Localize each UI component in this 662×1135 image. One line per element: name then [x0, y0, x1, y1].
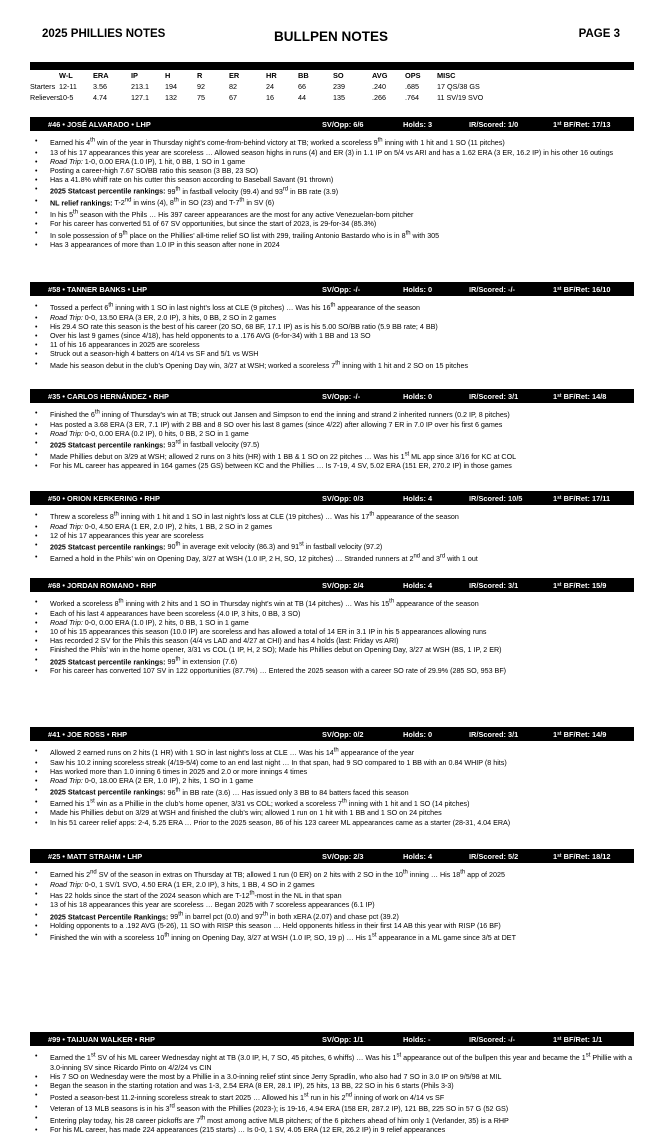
note-item — [30, 209, 634, 221]
note-lead: 2025 Statcast percentile rankings: — [50, 187, 166, 196]
note-item — [30, 532, 634, 541]
note-text: Earned his 4th win of the year in Thursday night’s come-from-behind victory at TB; worked a scoreless 9th inning with 1 hit and 1 SO (11 pitches) — [50, 138, 505, 148]
note-item — [30, 922, 634, 931]
pitcher-name: #50 • ORION KERKERING • RHP — [48, 494, 160, 503]
note-lead: NL relief rankings: — [50, 199, 113, 208]
note-text: 90th in average exit velocity (86.3) and 91st in fastball velocity (97.2) — [167, 541, 383, 552]
note-item — [30, 185, 634, 197]
note-item — [30, 610, 634, 619]
stats-row-cell: Relievers — [30, 93, 60, 102]
note-item — [30, 451, 634, 463]
note-text: In his 51 career relief apps: 2-4, 5.25 ERA … Prior to the 2025 season, 86 of his 123 career ML appearances came as a starter (28-31, 4.04 ERA) — [50, 818, 511, 827]
note-item — [30, 523, 634, 532]
note-item — [30, 1073, 634, 1082]
note-text: Tossed a perfect 6th inning with 1 SO in last night’s loss at CLE (9 pitches) … Was his 16th appearance of the season — [50, 303, 420, 313]
pitcher-header-bar — [30, 849, 634, 863]
stats-row-cell: 12-11 — [59, 82, 77, 91]
pitcher-name: #58 • TANNER BANKS • LHP — [48, 285, 148, 294]
inherited-runners-scored: IR/Scored: 3/1 — [469, 730, 519, 739]
holds: Holds: 0 — [403, 392, 433, 401]
staff-stats-table — [30, 70, 634, 103]
note-text: Made his season debut in the club’s Opening Day win, 3/27 at WSH; worked a scoreless 7th inning with 1 hit and 2 SO on 15 pitches — [50, 360, 469, 370]
stats-header-row-cell: HR — [266, 71, 277, 80]
note-text: His 7 SO on Wednesday were the most by a Phillie in a 3.0-inning relief stint since Jerry Spradlin, who also had 7 SO in 3.0 IP on 9/5/98 at MIL — [50, 1072, 502, 1081]
note-item — [30, 197, 634, 209]
note-lead: 2025 Statcast percentile rankings: — [50, 788, 166, 797]
inherited-runners-scored: IR/Scored: -/- — [469, 285, 515, 294]
note-item — [30, 786, 634, 798]
note-text: Veteran of 13 MLB seasons is in his 3rd season with the Phillies (2023-); is 19-16, 4.94 ERA (158 ER, 287.2 IP), 121 BB, 225 SO in 57 G (52 GS) — [50, 1103, 509, 1114]
note-text: Holding opponents to a .192 AVG (5-26), 11 SO with RISP this season … Held opponents hitless in their first 14 AB this year with RISP (16 BF) — [50, 922, 501, 931]
note-text: Earned his 2nd SV of the season in extras on Thursday at TB; allowed 1 run (0 ER) on 2 hits with 2 SO in the 10th inning … His 18th app of 2025 — [50, 870, 505, 880]
inherited-runners-scored: IR/Scored: 1/0 — [469, 120, 519, 129]
first-batter-retired-value: BF/Ret: 16/10 — [563, 285, 611, 294]
note-text: Has 3 appearances of more than 1.0 IP in this season after none in 2024 — [50, 240, 280, 249]
stats-row-cell: 44 — [298, 93, 306, 102]
stats-row-cell: .685 — [405, 82, 419, 91]
note-text: Each of his last 4 appearances have been scoreless (4.0 IP, 3 hits, 0 BB, 3 SO) — [50, 609, 301, 618]
note-item — [30, 598, 634, 610]
pitcher-section — [30, 491, 634, 564]
stats-header-row-cell: H — [165, 71, 171, 80]
first-label: 1st — [553, 494, 562, 503]
pitcher-name: #41 • JOE ROSS • RHP — [48, 730, 128, 739]
pitcher-name: #35 • CARLOS HERNÁNDEZ • RHP — [48, 392, 169, 401]
note-item — [30, 1126, 634, 1135]
note-text: T-2nd in wins (4), 8th in SO (23) and T-7th in SV (6) — [112, 197, 275, 208]
inherited-runners-scored: IR/Scored: 5/2 — [469, 852, 519, 861]
first-batter-retired — [553, 392, 606, 401]
note-text: Began the season in the starting rotation and was 1-3, 2.54 ERA (8 ER, 28.1 IP), 25 hits, 13 BB, 22 SO in his 6 starts (Phils 3-3) — [50, 1081, 454, 1090]
stats-row — [30, 92, 634, 103]
stats-row-cell: 75 — [197, 93, 205, 102]
pitcher-header-bar — [30, 389, 634, 403]
note-item — [30, 241, 634, 250]
stats-row-cell: 213.1 — [131, 82, 149, 91]
note-item — [30, 137, 634, 149]
stats-row-cell: 16 — [266, 93, 274, 102]
note-item — [30, 176, 634, 185]
note-item — [30, 167, 634, 176]
first-batter-retired-value: BF/Ret: 14/8 — [563, 392, 607, 401]
note-road-trip-label: Road Trip: — [50, 776, 83, 785]
first-batter-retired-value: BF/Ret: 17/13 — [563, 120, 611, 129]
pitcher-header-bar — [30, 578, 634, 592]
note-text: Finished the Phils’ win in the home opener, 3/31 vs COL (1 IP, H, 2 SO); Made his Phillies debut on Opening Day, 3/27 at WSH (BS, 1 IP, 2 ER) — [50, 646, 502, 655]
stats-row-cell: 194 — [165, 82, 177, 91]
note-item — [30, 869, 634, 881]
inherited-runners-scored: IR/Scored: 10/5 — [469, 494, 523, 503]
note-road-trip-label: Road Trip: — [50, 618, 83, 627]
note-text: 99th in fastball velocity (99.4) and 93rd in BB rate (3.9) — [167, 186, 339, 196]
note-road-trip-label: Road Trip: — [50, 880, 83, 889]
saves-opportunities: SV/Opp: 0/2 — [322, 730, 364, 739]
page-header — [42, 28, 620, 48]
stats-row-cell: .266 — [372, 93, 386, 102]
first-label: 1st — [553, 120, 562, 129]
pitcher-header-bar — [30, 117, 634, 131]
pitcher-header-bar — [30, 727, 634, 741]
saves-opportunities: SV/Opp: 6/6 — [322, 120, 364, 129]
pitcher-notes-list — [30, 409, 634, 471]
saves-opportunities: SV/Opp: 0/3 — [322, 494, 364, 503]
stats-row-cell: Starters — [30, 82, 56, 91]
pitcher-notes-list — [30, 598, 634, 676]
note-text: Has recorded 2 SV for the Phils this season (4/4 vs LAD and 4/27 at CHI) and has 4 holds (last: Friday vs ARI) — [50, 637, 399, 646]
holds: Holds: - — [403, 1035, 431, 1044]
note-text: 10 of his 15 appearances this season (10.0 IP) are scoreless and has allowed a total of 14 ER in 3.1 IP in his 5 appearances allowing runs — [50, 627, 487, 636]
saves-opportunities: SV/Opp: 1/1 — [322, 1035, 364, 1044]
pitcher-header-bar — [30, 1032, 634, 1046]
pitcher-notes-list — [30, 302, 634, 371]
pitcher-name: #99 • TAIJUAN WALKER • RHP — [48, 1035, 155, 1044]
pitcher-header-bar — [30, 282, 634, 296]
stats-row-cell: .764 — [405, 93, 419, 102]
stats-row-cell: 11 SV/19 SVO — [437, 93, 484, 102]
note-text: 13 of his 17 appearances this year are scoreless … Allowed season highs in runs (4) and ER (3) in 1.1 IP on 5/4 vs ARI and has a 1.62 ERA (3 ER, 16.2 IP) in his other 16 outings — [50, 148, 614, 157]
note-text: Over his last 9 games (since 4/18), has held opponents to a .176 AVG (6-for-34) with 1 BB and 13 SO — [50, 331, 371, 340]
note-item — [30, 798, 634, 810]
pitcher-notes-list — [30, 137, 634, 250]
holds: Holds: 4 — [403, 852, 433, 861]
note-item — [30, 646, 634, 655]
note-item — [30, 747, 634, 759]
note-text: Has a 41.8% whiff rate on his cutter this season according to Baseball Savant (91 thrown) — [50, 176, 334, 185]
note-item — [30, 777, 634, 786]
stats-header-row-cell: ERA — [93, 71, 109, 80]
first-label: 1st — [553, 730, 562, 739]
stats-header-row-cell: W-L — [59, 71, 73, 80]
note-text: 93rd in fastball velocity (97.5) — [167, 439, 260, 450]
first-label: 1st — [553, 852, 562, 861]
first-batter-retired-value: BF/Ret: 1/1 — [563, 1035, 603, 1044]
first-batter-retired — [553, 120, 610, 129]
note-text: For his career has converted 51 of 67 SV opportunities, but since the start of 2023, is 29-for-34 (85.3%) — [50, 220, 377, 229]
stats-row-cell: 127.1 — [131, 93, 149, 102]
stats-row-cell: 10-5 — [59, 93, 74, 102]
note-text: 0-0, 4.50 ERA (1 ER, 2.0 IP), 2 hits, 1 BB, 2 SO in 2 games — [82, 522, 273, 531]
note-item — [30, 768, 634, 777]
pitcher-name: #46 • JOSÉ ALVARADO • LHP — [48, 120, 151, 129]
saves-opportunities: SV/Opp: 2/3 — [322, 852, 364, 861]
inherited-runners-scored: IR/Scored: 3/1 — [469, 392, 519, 401]
note-item — [30, 931, 634, 943]
note-text: 0-0, 13.50 ERA (3 ER, 2.0 IP), 3 hits, 0 BB, 2 SO in 2 games — [82, 313, 277, 322]
note-text: Saw his 10.2 inning scoreless streak (4/19-5/4) come to an end last night … In that span, had 9 SO compared to 1 BB with an 0.84 WHIP (8 hits) — [50, 758, 507, 767]
note-text: Struck out a season-high 4 batters on 4/14 vs SF and 5/1 vs WSH — [50, 350, 259, 359]
note-lead: 2025 Statcast Percentile Rankings: — [50, 912, 169, 921]
note-item — [30, 890, 634, 902]
note-text: Has 22 holds since the start of the 2024 season which are T-12th-most in the NL in that span — [50, 890, 342, 901]
first-label: 1st — [553, 285, 562, 294]
stats-row-cell: 132 — [165, 93, 177, 102]
first-batter-retired-value: BF/Ret: 18/12 — [563, 852, 611, 861]
note-road-trip-label: Road Trip: — [50, 429, 83, 438]
stats-row-cell: 24 — [266, 82, 274, 91]
first-label: 1st — [553, 392, 562, 401]
note-item — [30, 462, 634, 471]
first-batter-retired — [553, 494, 610, 503]
note-text: 0-0, 18.00 ERA (2 ER, 1.0 IP), 2 hits, 1 SO in 1 game — [82, 776, 254, 785]
holds: Holds: 0 — [403, 730, 433, 739]
note-text: Posting a career-high 7.67 SO/BB ratio this season (3 BB, 23 SO) — [50, 166, 258, 175]
note-item — [30, 628, 634, 637]
saves-opportunities: SV/Opp: -/- — [322, 285, 361, 294]
note-item — [30, 809, 634, 818]
pitcher-header-bar — [30, 491, 634, 505]
note-text: Threw a scoreless 8th inning with 1 hit and 1 SO in last night’s loss at CLE (19 pitches) … Was his 17th appearance of the season — [50, 512, 459, 522]
pitcher-notes-list — [30, 511, 634, 564]
holds: Holds: 4 — [403, 581, 433, 590]
note-item — [30, 1082, 634, 1091]
first-batter-retired — [553, 1035, 602, 1044]
note-text: For his ML career has appeared in 164 games (25 GS) between KC and the Phillies … Is 7-19, 4 SV, 5.02 ERA (151 ER, 270.2 IP) in those games — [50, 462, 512, 471]
note-text: 12 of his 17 appearances this year are scoreless — [50, 531, 204, 540]
note-item — [30, 158, 634, 167]
note-item — [30, 553, 634, 565]
note-text: Earned the 1st SV of his ML career Wednesday night at TB (3.0 IP, H, 7 SO, 45 pitches, 6 whiffs) … Was his 1st appearance out of the bullpen this year and became the 1st Phillie with a 3.0-inning SV since Ricardo Pinto on 4/2/24 vs CIN — [50, 1053, 633, 1072]
note-text: Made Phillies debut on 3/29 at WSH; allowed 2 runs on 3 hits (HR) with 1 BB & 1 SO on 22 pitches … Was his 1st ML app since 3/16 for KC at COL — [50, 451, 517, 461]
note-text: Worked a scoreless 8th inning with 2 hits and 1 SO in Thursday night’s win at TB (14 pitches) … Was his 15th appearance of the season — [50, 599, 479, 609]
stats-row-cell: 17 QS/38 GS — [437, 82, 480, 91]
note-text: Earned his 1st win as a Phillie in the club’s home opener, 3/31 vs COL; worked a scoreless 7th inning with 1 hit and 1 SO (14 pitches) — [50, 798, 470, 809]
note-text: 99th in barrel pct (0.0) and 97th in both xERA (2.07) and chase pct (39.2) — [170, 911, 399, 921]
note-text: His 29.4 SO rate this season is the best of his career (20 SO, 68 BF, 17.1 IP) as is his 5.00 SO/BB ratio (5.9 BB rate; 4 BB) — [50, 322, 438, 331]
note-text: 0-0, 0.00 ERA (1.0 IP), 2 hits, 0 BB, 1 SO in 1 game — [82, 618, 249, 627]
note-text: Has posted a 3.68 ERA (3 ER, 7.1 IP) with 2 BB and 8 SO over his last 8 games (since 4/22) after allowing 7 ER in 7.0 IP over his first 6 games — [50, 420, 503, 429]
note-item — [30, 511, 634, 523]
first-batter-retired — [553, 730, 606, 739]
first-batter-retired — [553, 285, 610, 294]
pitcher-notes-list — [30, 1052, 634, 1135]
note-text: 13 of his 18 appearances this year are scoreless … Began 2025 with 7 scoreless appearances (6.1 IP) — [50, 901, 375, 910]
note-text: Posted a season-best 11.2-inning scoreless streak to start 2025 … Allowed his 1st run in his 2nd inning of work on 4/14 vs SF — [50, 1092, 445, 1102]
pitcher-section — [30, 282, 634, 371]
stats-row-cell: 92 — [197, 82, 205, 91]
note-road-trip-label: Road Trip: — [50, 157, 83, 166]
note-item — [30, 881, 634, 890]
stats-row — [30, 81, 634, 92]
header-team-title: 2025 PHILLIES NOTES — [42, 28, 166, 40]
stats-row-cell: 3.56 — [93, 82, 107, 91]
note-text: For his ML career, has made 224 appearances (215 starts) … Is 0-0, 1 SV, 4.05 ERA (12 ER, 26.2 IP) in 9 relief appearances — [50, 1125, 446, 1134]
note-text: For his career has converted 107 SV in 122 opportunities (87.7%) … Entered the 2025 season with a career SO rate of 29.9% (285 SO, 953 BF) — [50, 667, 507, 676]
note-item — [30, 360, 634, 372]
first-batter-retired — [553, 852, 610, 861]
note-item — [30, 302, 634, 314]
holds: Holds: 0 — [403, 285, 433, 294]
pitcher-section — [30, 849, 634, 943]
note-item — [30, 332, 634, 341]
staff-stats-bar — [30, 62, 634, 70]
note-item — [30, 901, 634, 910]
holds: Holds: 3 — [403, 120, 433, 129]
note-item — [30, 637, 634, 646]
pitcher-section — [30, 1032, 634, 1135]
header-page-number: PAGE 3 — [578, 28, 620, 40]
stats-row-cell: .240 — [372, 82, 386, 91]
note-item — [30, 323, 634, 332]
first-batter-retired-value: BF/Ret: 14/9 — [563, 730, 607, 739]
pitcher-section — [30, 578, 634, 676]
note-text: Earned a hold in the Phils’ win on Opening Day, 3/27 at WSH (1.0 IP, 2 H, SO, 12 pitches) … Stranded runners at 2nd and 3rd with 1 out — [50, 553, 478, 563]
pitcher-section — [30, 117, 634, 250]
note-item — [30, 220, 634, 229]
stats-row-cell: 66 — [298, 82, 306, 91]
note-text: In his 5th season with the Phils … His 397 career appearances are the most for any active Venezuelan-born pitcher — [50, 209, 414, 219]
note-item — [30, 1091, 634, 1103]
note-item — [30, 667, 634, 676]
stats-row-cell: 4.74 — [93, 93, 107, 102]
note-text: In sole possession of 9th place on the Phillies’ all-time relief SO list with 299, trailing Antonio Bastardo who is in 8th with 305 — [50, 230, 440, 240]
note-item — [30, 1114, 634, 1126]
note-text: Finished the win with a scoreless 10th inning on Opening Day, 3/27 at WSH (1.0 IP, SO, 19 p) … His 1st appearance in a ML game since 3/5 at DET — [50, 932, 516, 942]
stats-row-cell: 67 — [229, 93, 237, 102]
note-item — [30, 759, 634, 768]
stats-row-cell: 82 — [229, 82, 237, 91]
note-item — [30, 350, 634, 359]
note-text: Finished the 6th inning of Thursday’s win at TB; struck out Jansen and Simpson to end the inning and strand 2 inherited runners (0.2 IP, 8 pitches) — [50, 410, 510, 420]
stats-header-row-cell: ER — [229, 71, 240, 80]
holds: Holds: 4 — [403, 494, 433, 503]
pitcher-section — [30, 389, 634, 471]
pitcher-name: #25 • MATT STRAHM • LHP — [48, 852, 143, 861]
note-item — [30, 341, 634, 350]
note-text: 11 of his 16 appearances in 2025 are scoreless — [50, 341, 200, 350]
note-text: 96th in BB rate (3.6) … Has issued only 3 BB to 84 batters faced this season — [167, 787, 409, 797]
note-text: 1-0, 0.00 ERA (1.0 IP), 1 hit, 0 BB, 1 SO in 1 game — [82, 157, 246, 166]
first-label: 1st — [553, 1035, 562, 1044]
note-text: Allowed 2 earned runs on 2 hits (1 HR) with 1 SO in last night’s loss at CLE … Was his 14th appearance of the year — [50, 748, 415, 758]
note-item — [30, 409, 634, 421]
stats-header-row-cell: OPS — [405, 71, 421, 80]
note-text: Made his Phillies debut on 3/29 at WSH and finished the club’s win; allowed 1 run on 1 hit with 1 BB and 1 SO on 24 pitches — [50, 809, 442, 818]
first-batter-retired-value: BF/Ret: 15/9 — [563, 581, 607, 590]
note-text: 0-0, 0.00 ERA (0.2 IP), 0 hits, 0 BB, 2 SO in 1 game — [82, 429, 249, 438]
note-item — [30, 430, 634, 439]
note-road-trip-label: Road Trip: — [50, 522, 83, 531]
pitcher-notes-list — [30, 869, 634, 943]
stats-header-row — [30, 70, 634, 81]
saves-opportunities: SV/Opp: -/- — [322, 392, 361, 401]
note-item — [30, 149, 634, 158]
note-lead: 2025 Statcast percentile rankings: — [50, 543, 166, 552]
header-section-title: BULLPEN NOTES — [273, 29, 388, 44]
stats-header-row-cell: R — [197, 71, 203, 80]
stats-header-row-cell: SO — [333, 71, 344, 80]
stats-header-row-cell: IP — [131, 71, 138, 80]
first-batter-retired-value: BF/Ret: 17/11 — [563, 494, 611, 503]
note-text: 0-0, 1 SV/1 SVO, 4.50 ERA (1 ER, 2.0 IP), 3 hits, 1 BB, 4 SO in 2 games — [82, 880, 315, 889]
pitcher-section — [30, 727, 634, 828]
stats-header-row-cell: AVG — [372, 71, 388, 80]
note-item — [30, 541, 634, 553]
note-text: Entering play today, his 28 career pickoffs are 7th most among active MLB pitchers; of the 6 pitchers ahead of him only 1 (Verlander, 35) is a RHP — [50, 1115, 509, 1125]
pitcher-name: #68 • JORDAN ROMANO • RHP — [48, 581, 157, 590]
note-text: Has worked more than 1.0 inning 6 times in 2025 and 2.0 or more innings 4 times — [50, 767, 308, 776]
note-item — [30, 314, 634, 323]
inherited-runners-scored: IR/Scored: -/- — [469, 1035, 515, 1044]
note-item — [30, 1052, 634, 1073]
stats-row-cell: 135 — [333, 93, 345, 102]
pitcher-notes-list — [30, 747, 634, 828]
first-label: 1st — [553, 581, 562, 590]
note-item — [30, 229, 634, 241]
note-item — [30, 421, 634, 430]
note-item — [30, 819, 634, 828]
note-road-trip-label: Road Trip: — [50, 313, 83, 322]
note-item — [30, 656, 634, 668]
stats-header-row-cell: BB — [298, 71, 309, 80]
first-batter-retired — [553, 581, 606, 590]
note-item — [30, 619, 634, 628]
note-lead: 2025 Statcast percentile rankings: — [50, 657, 166, 666]
note-text: 99th in extension (7.6) — [167, 656, 238, 666]
note-item — [30, 1103, 634, 1115]
stats-row-cell: 239 — [333, 82, 345, 91]
note-item — [30, 439, 634, 451]
inherited-runners-scored: IR/Scored: 3/1 — [469, 581, 519, 590]
saves-opportunities: SV/Opp: 2/4 — [322, 581, 364, 590]
note-item — [30, 911, 634, 923]
note-lead: 2025 Statcast percentile rankings: — [50, 441, 166, 450]
stats-header-row-cell: MISC — [437, 71, 456, 80]
